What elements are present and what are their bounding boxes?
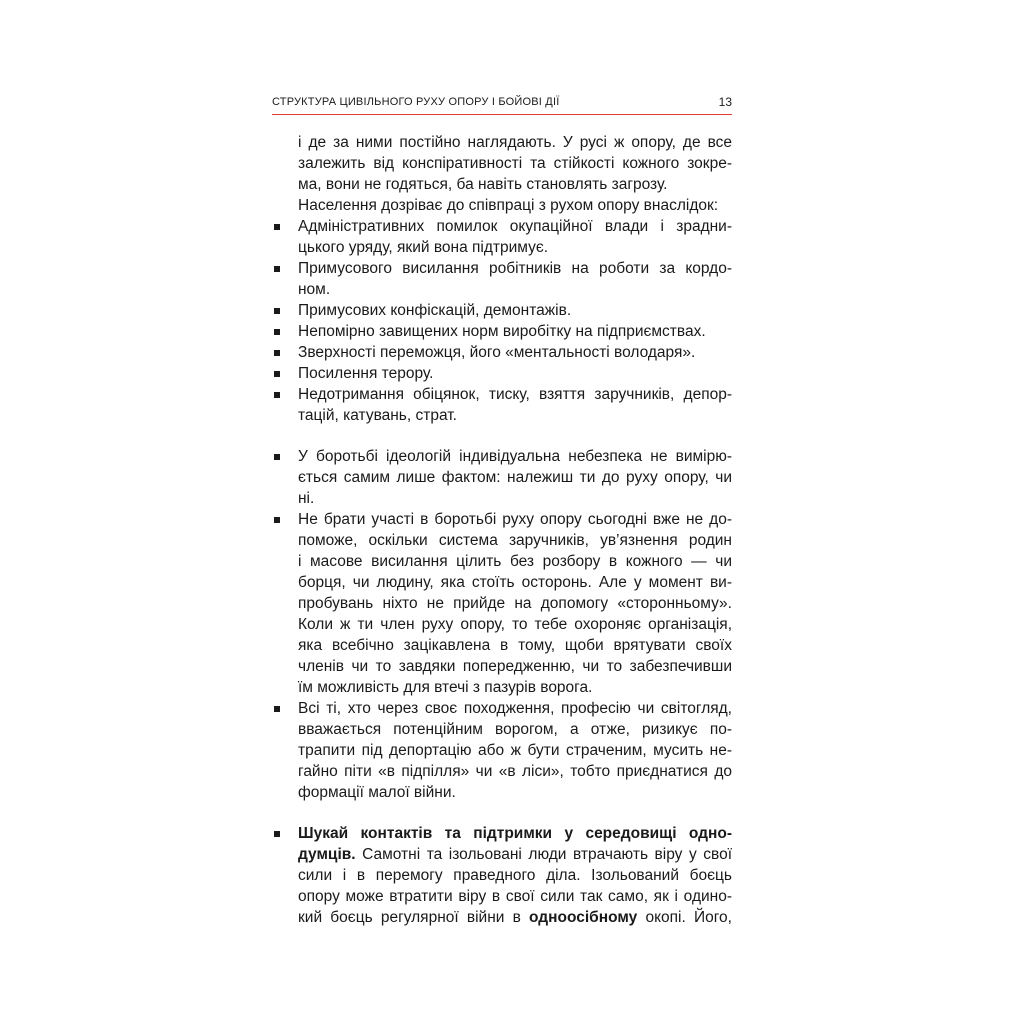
text-line: Не брати участі в боротьбі руху опору сьогодні вже не до-	[298, 511, 732, 528]
list-item	[272, 698, 732, 803]
text-line: цького уряду, який вона підтримує.	[298, 239, 549, 256]
text-line: борця, чи людину, яка стоїть осторонь. Але у момент ви-	[298, 574, 732, 591]
text-line: Примусового висилання робітників на роботи за кордо-	[298, 260, 732, 277]
text-line: ється самим лише фактом: належиш ти до руху опору, чи ні.	[298, 469, 732, 507]
text-line: Всі ті, хто через своє походження, професію чи світогляд,	[298, 700, 732, 717]
header-rule	[272, 114, 732, 115]
text-line: Адміністративних помилок окупаційної влади і зрадни-	[298, 218, 732, 235]
bold-heading-end: думців.	[298, 846, 356, 863]
text-span: кий боєць регулярної війни в	[298, 909, 530, 926]
list-item	[272, 446, 732, 509]
text-line: і масове висилання цілить без розбору в кожного — чи	[298, 553, 732, 570]
text-line: пробувань ніхто не прийде на допомогу «сторонньому».	[298, 595, 732, 612]
bullet-icon	[274, 831, 280, 837]
list-item	[272, 509, 732, 698]
page-number: 13	[718, 95, 732, 109]
text-line: Зверхності переможця, його «ментальності володаря».	[298, 344, 696, 361]
bullet-icon	[274, 308, 280, 314]
text-line: вважається потенційним ворогом, а отже, ризикує по-	[298, 721, 732, 738]
bullet-icon	[274, 350, 280, 356]
text-line	[272, 907, 732, 928]
list-item	[272, 216, 732, 258]
running-header-title: СТРУКТУРА ЦИВІЛЬНОГО РУХУ ОПОРУ І БОЙОВІ ДІЇ	[272, 96, 560, 108]
section-gap	[272, 426, 732, 446]
list-item	[272, 363, 732, 384]
text-line: Примусових конфіскацій, демонтажів.	[298, 302, 572, 319]
text-line: Населення дозріває до співпраці з рухом опору внаслідок:	[298, 197, 719, 214]
running-header	[272, 94, 732, 112]
text-line: У боротьбі ідеологій індивідуальна небезпека не вимірю-	[298, 448, 732, 465]
list-item	[272, 321, 732, 342]
list-item	[272, 384, 732, 426]
bullet-icon	[274, 392, 280, 398]
bullet-icon	[274, 517, 280, 523]
list-item	[272, 258, 732, 300]
text-span: окопі. Його,	[637, 909, 732, 926]
text-line: поможе, оскільки система заручників, ув’язнення родин	[298, 532, 732, 549]
text-line: гайно піти «в підпілля» чи «в ліси», тобто приєднатися до	[298, 763, 732, 780]
bullet-icon	[274, 371, 280, 377]
text-line: залежить від конспіративності та стійкості кожного зокре-	[298, 155, 732, 172]
bold-heading: Шукай контактів та підтримки у середовищі одно-	[298, 825, 732, 842]
section-gap	[272, 803, 732, 823]
text-line: і де за ними постійно наглядають. У русі ж опору, де все	[298, 134, 732, 151]
text-line: членів чи то завдяки попередженню, чи то забезпечивши	[298, 658, 732, 675]
page-body	[272, 132, 732, 928]
list-item	[272, 823, 732, 928]
text-line: яка всебічно зацікавлена в тому, щоби врятувати своїх	[298, 637, 732, 654]
intro-paragraph	[272, 132, 732, 216]
text-line: тацій, катувань, страт.	[298, 407, 457, 424]
text-line: Недотримання обіцянок, тиску, взяття заручників, депор-	[298, 386, 732, 403]
bullet-icon	[274, 266, 280, 272]
bullet-icon	[274, 224, 280, 230]
text-line: опору може втратити віру в свої сили так само, як і одино-	[298, 888, 732, 905]
text-span: Самотні та ізольовані люди втрачають віру у свої	[355, 846, 732, 863]
text-line: сили і в перемогу праведного діла. Ізольований боєць	[298, 867, 732, 884]
text-line: Непомірно завищених норм виробітку на підприємствах.	[298, 323, 706, 340]
text-line: Коли ж ти член руху опору, то тебе охороняє організація,	[298, 616, 732, 633]
text-line: трапити під депортацію або ж бути страченим, мусить не-	[298, 742, 732, 759]
text-line: їм можливість для втечі з пазурів ворога.	[298, 679, 593, 696]
bullet-icon	[274, 329, 280, 335]
text-line: формації малої війни.	[298, 784, 456, 801]
bullet-icon	[274, 454, 280, 460]
list-item	[272, 342, 732, 363]
text-line	[272, 844, 732, 865]
bullet-icon	[274, 706, 280, 712]
text-line	[272, 823, 732, 844]
text-line: Посилення терору.	[298, 365, 434, 382]
list-item	[272, 300, 732, 321]
bold-word: одноосібному	[529, 909, 638, 926]
text-line: ма, вони не годяться, ба навіть становлять загрозу.	[298, 176, 668, 193]
text-line: ном.	[298, 281, 331, 298]
